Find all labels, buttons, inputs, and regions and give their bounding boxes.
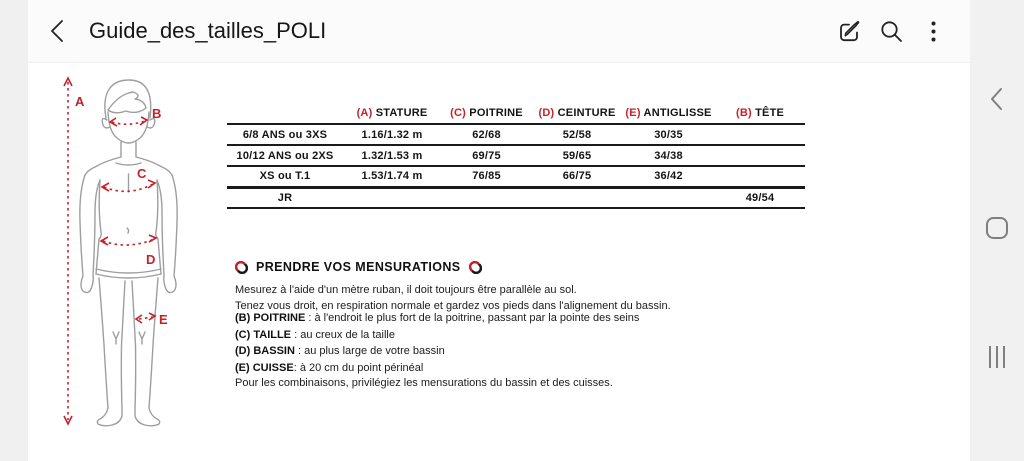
brand-swirl-icon <box>469 261 482 274</box>
table-row <box>227 187 805 208</box>
more-options-button[interactable] <box>917 15 949 47</box>
brand-swirl-icon <box>235 261 248 274</box>
size-table <box>227 103 805 209</box>
nav-back-icon <box>987 86 1007 112</box>
cell-stature: 1.53/1.74 m <box>343 166 441 187</box>
measurements-heading <box>235 260 482 274</box>
edit-button[interactable] <box>833 15 865 47</box>
column-header-poitrine: (C) POITRINE <box>441 103 532 124</box>
child-body-outline <box>80 80 177 426</box>
edit-icon <box>836 18 863 45</box>
cell-poitrine: 69/75 <box>441 145 532 166</box>
row-label: XS ou T.1 <box>227 166 343 187</box>
nav-recents-icon <box>987 345 1007 369</box>
navigation-bar <box>970 0 1024 461</box>
size-table-corner-cell <box>227 103 343 124</box>
cell-ceinture <box>532 187 622 208</box>
column-header-ceinture: (D) CEINTURE <box>532 103 622 124</box>
column-header-antiglisse: (E) ANTIGLISSE <box>622 103 715 124</box>
list-item: (D) BASSIN : au plus large de votre bassin <box>235 345 445 357</box>
cell-tete: 49/54 <box>715 187 805 208</box>
list-item: (E) CUISSE: à 20 cm du point périnéal <box>235 361 424 374</box>
app-bar <box>28 0 970 63</box>
nav-home-icon <box>985 216 1009 240</box>
cell-poitrine: 76/85 <box>441 166 532 187</box>
cell-ceinture: 52/58 <box>532 124 622 145</box>
cell-poitrine: 62/68 <box>441 124 532 145</box>
list-item: (B) POITRINE : à l'endroit le plus fort de la poitrine, passant par la pointe des seins <box>235 312 640 324</box>
table-row <box>227 124 805 145</box>
row-label: 10/12 ANS ou 2XS <box>227 145 343 166</box>
cell-ceinture: 59/65 <box>532 145 622 166</box>
document-title: Guide_des_tailles_POLI <box>89 18 327 43</box>
cell-antiglisse: 30/35 <box>622 124 715 145</box>
search-button[interactable] <box>875 15 907 47</box>
more-vertical-icon <box>920 18 947 45</box>
measurements-heading-text: PRENDRE VOS MENSURATIONS <box>256 260 461 274</box>
cell-antiglisse: 36/42 <box>622 166 715 187</box>
figure-label-tete: B <box>152 106 162 121</box>
search-icon <box>878 18 905 45</box>
cell-antiglisse <box>622 187 715 208</box>
column-header-stature: (A) STATURE <box>343 103 441 124</box>
cell-ceinture: 66/75 <box>532 166 622 187</box>
nav-back-button[interactable] <box>981 83 1013 115</box>
row-label: JR <box>227 187 343 208</box>
column-header-tete: (B) TÊTE <box>715 103 805 124</box>
cell-tete <box>715 166 805 187</box>
document-page <box>28 63 970 461</box>
intro-line: Tenez vous droit, en respiration normale et gardez vos pieds dans l'alignement du bassin. <box>235 300 671 312</box>
combinations-note: Pour les combinaisons, privilégiez les mensurations du bassin et des cuisses. <box>235 377 613 389</box>
figure-label-poitrine: C <box>137 166 147 181</box>
table-row <box>227 145 805 166</box>
cell-stature: 1.16/1.32 m <box>343 124 441 145</box>
cell-poitrine <box>441 187 532 208</box>
figure-label-cuisse: E <box>159 312 168 327</box>
table-row <box>227 166 805 187</box>
left-edge-strip <box>0 0 28 461</box>
size-figure <box>55 70 215 442</box>
figure-label-bassin: D <box>146 252 156 267</box>
row-label: 6/8 ANS ou 3XS <box>227 124 343 145</box>
back-button[interactable] <box>42 15 74 47</box>
measurement-definitions <box>235 310 639 376</box>
cell-antiglisse: 34/38 <box>622 145 715 166</box>
cell-tete <box>715 145 805 166</box>
nav-home-button[interactable] <box>981 212 1013 244</box>
measurement-lines <box>64 78 156 424</box>
cell-stature <box>343 187 441 208</box>
cell-stature: 1.32/1.53 m <box>343 145 441 166</box>
nav-recents-button[interactable] <box>981 341 1013 373</box>
list-item: (C) TAILLE : au creux de la taille <box>235 328 395 341</box>
figure-label-stature: A <box>75 94 85 109</box>
cell-tete <box>715 124 805 145</box>
chevron-left-icon <box>47 18 69 44</box>
intro-line: Mesurez à l'aide d'un mètre ruban, il doit toujours être parallèle au sol. <box>235 284 577 296</box>
size-table-header-row <box>227 103 805 124</box>
